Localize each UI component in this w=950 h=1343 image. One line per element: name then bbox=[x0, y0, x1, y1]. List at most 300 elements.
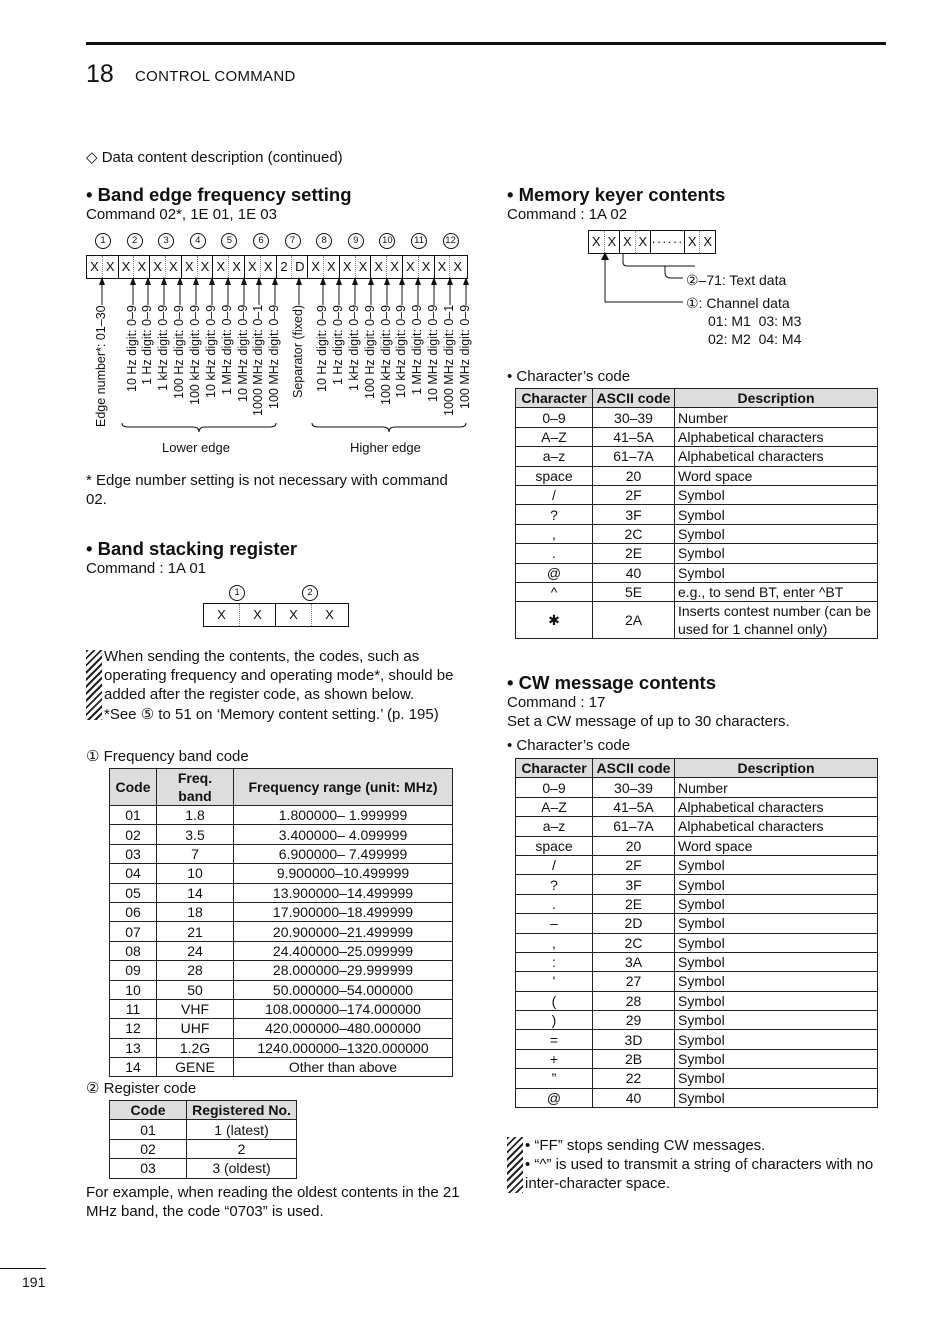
table-row bbox=[516, 952, 878, 971]
circle-number: 12 bbox=[443, 233, 459, 249]
column-header: Description bbox=[675, 759, 878, 778]
byte-x: X bbox=[453, 259, 463, 274]
table-cell: 24 bbox=[157, 941, 234, 960]
table-cell: 03 bbox=[110, 1159, 187, 1178]
table-cell: Alphabetical characters bbox=[675, 797, 878, 816]
table-cell: 10 bbox=[110, 980, 157, 999]
arrowhead bbox=[161, 277, 167, 285]
keyer-char-code-caption: • Character’s code bbox=[507, 368, 631, 385]
table-cell: 9.900000–10.499999 bbox=[234, 864, 453, 883]
note-icon bbox=[86, 650, 102, 720]
table-cell: Symbol bbox=[675, 914, 878, 933]
byte-x: X bbox=[403, 256, 419, 278]
table-row bbox=[516, 408, 878, 427]
top-rule bbox=[86, 42, 886, 45]
table-cell: , bbox=[516, 524, 593, 543]
column-header: ASCII code bbox=[593, 759, 675, 778]
table-cell: @ bbox=[516, 563, 593, 582]
table-cell: 108.000000–174.000000 bbox=[234, 999, 453, 1018]
byte-x: X bbox=[371, 256, 387, 278]
table-row bbox=[516, 505, 878, 524]
table-cell: . bbox=[516, 544, 593, 563]
table-cell: 04 bbox=[110, 864, 157, 883]
register-example: For example, when reading the oldest contents in the 21 MHz band, the code “0703” is used. bbox=[86, 1184, 460, 1220]
table-row bbox=[516, 524, 878, 543]
keyer-byte-box bbox=[588, 230, 716, 254]
table-cell: 61–7A bbox=[593, 817, 675, 836]
byte-x: X bbox=[166, 256, 182, 278]
band-stack-command: Command : 1A 01 bbox=[86, 560, 207, 577]
field-label: 100 kHz digit: 0–9 bbox=[379, 305, 393, 406]
field-label: 1 Hz digit: 0–9 bbox=[331, 305, 345, 385]
table-cell: 1.800000– 1.999999 bbox=[234, 806, 453, 825]
separator-char: 2 bbox=[277, 256, 293, 278]
byte-x: X bbox=[435, 256, 451, 278]
table-cell: 01 bbox=[110, 806, 157, 825]
table-cell: Word space bbox=[675, 836, 878, 855]
page-number-rule bbox=[0, 1268, 46, 1269]
field-label: 1000 MHz digit: 0–1 bbox=[251, 305, 265, 417]
table-row bbox=[110, 961, 453, 980]
table-cell: 11 bbox=[110, 999, 157, 1018]
keyer-text-data: ②–71: Text data bbox=[686, 272, 787, 288]
circle-number: 11 bbox=[411, 233, 427, 249]
table-cell: Symbol bbox=[675, 524, 878, 543]
byte-x: X bbox=[325, 607, 334, 622]
table-cell: Symbol bbox=[675, 933, 878, 952]
table-cell: 06 bbox=[110, 902, 157, 921]
table-cell: 3F bbox=[593, 875, 675, 894]
keyer-arrow-diagram bbox=[595, 252, 695, 312]
byte-x: X bbox=[134, 256, 150, 278]
table-row bbox=[516, 894, 878, 913]
band-edge-byte-row bbox=[86, 255, 468, 279]
byte-x: X bbox=[605, 231, 621, 253]
byte-x: X bbox=[589, 231, 605, 253]
table-cell: + bbox=[516, 1049, 593, 1068]
table-row bbox=[516, 933, 878, 952]
column-header: Code bbox=[110, 1101, 187, 1120]
table-cell: 2F bbox=[593, 485, 675, 504]
table-cell: Symbol bbox=[675, 991, 878, 1010]
table-cell: / bbox=[516, 485, 593, 504]
band-stack-circle-2 bbox=[302, 582, 318, 601]
field-label: 10 MHz digit: 0–9 bbox=[236, 305, 250, 403]
table-row bbox=[516, 1030, 878, 1049]
table-cell: – bbox=[516, 914, 593, 933]
table-cell: 03 bbox=[110, 844, 157, 863]
table-cell: 40 bbox=[593, 563, 675, 582]
table-header-row bbox=[516, 759, 878, 778]
table-cell: 41–5A bbox=[593, 797, 675, 816]
field-label: 10 Hz digit: 0–9 bbox=[125, 305, 139, 392]
table-row bbox=[110, 883, 453, 902]
table-cell: 18 bbox=[157, 902, 234, 921]
chapter-title: CONTROL COMMAND bbox=[135, 68, 296, 85]
table-row bbox=[516, 972, 878, 991]
byte-x: X bbox=[213, 256, 229, 278]
column-header: ASCII code bbox=[593, 389, 675, 408]
field-label: 10 kHz digit: 0–9 bbox=[394, 305, 408, 399]
table-row bbox=[516, 778, 878, 797]
table-row bbox=[516, 1069, 878, 1088]
table-cell: Symbol bbox=[675, 894, 878, 913]
band-edge-footnote: * Edge number setting is not necessary with command 02. bbox=[86, 472, 448, 508]
table-cell: a–z bbox=[516, 447, 593, 466]
byte-x: X bbox=[324, 256, 340, 278]
cw-char-code-caption: • Character’s code bbox=[507, 737, 631, 754]
table-cell: 50.000000–54.000000 bbox=[234, 980, 453, 999]
byte-x: X bbox=[87, 256, 103, 278]
table-row bbox=[110, 864, 453, 883]
byte-x: X bbox=[182, 256, 198, 278]
table-cell: ' bbox=[516, 972, 593, 991]
table-row bbox=[516, 1049, 878, 1068]
table-row bbox=[110, 941, 453, 960]
freq-band-table bbox=[109, 768, 453, 1077]
table-cell: 1.2G bbox=[157, 1038, 234, 1057]
circle-number: 10 bbox=[379, 233, 395, 249]
band-edge-circle-row bbox=[86, 233, 466, 251]
table-cell: Alphabetical characters bbox=[675, 427, 878, 446]
table-row bbox=[516, 991, 878, 1010]
column-header: Registered No. bbox=[187, 1101, 297, 1120]
byte-x: X bbox=[276, 604, 312, 626]
keyer-channel-line2: 02: M2 04: M4 bbox=[708, 331, 802, 347]
arrowhead bbox=[130, 277, 136, 285]
table-cell: : bbox=[516, 952, 593, 971]
circle-number: 3 bbox=[158, 233, 174, 249]
keyer-title: • Memory keyer contents bbox=[507, 184, 726, 205]
table-row bbox=[516, 466, 878, 485]
arrowhead bbox=[296, 277, 302, 285]
band-stack-circle-1 bbox=[229, 582, 245, 601]
column-header: Character bbox=[516, 389, 593, 408]
field-label: 10 MHz digit: 0–9 bbox=[426, 305, 440, 403]
table-cell: 13 bbox=[110, 1038, 157, 1057]
page-number: 191 bbox=[22, 1274, 46, 1290]
table-cell: 3D bbox=[593, 1030, 675, 1049]
table-cell: , bbox=[516, 933, 593, 952]
ellipsis: ······ bbox=[651, 231, 685, 253]
circle-number: 9 bbox=[348, 233, 364, 249]
table-cell: 3.400000– 4.099999 bbox=[234, 825, 453, 844]
table-cell: ” bbox=[516, 1069, 593, 1088]
cw-char-table bbox=[515, 758, 878, 1108]
table-cell: ^ bbox=[516, 582, 593, 601]
band-stack-title: • Band stacking register bbox=[86, 538, 298, 559]
table-row bbox=[110, 1139, 297, 1158]
table-cell: / bbox=[516, 855, 593, 874]
table-row bbox=[516, 1088, 878, 1107]
table-cell: 2E bbox=[593, 544, 675, 563]
table-cell: 20 bbox=[593, 466, 675, 485]
table-cell: 3.5 bbox=[157, 825, 234, 844]
table-cell: 13.900000–14.499999 bbox=[234, 883, 453, 902]
table-cell: 40 bbox=[593, 1088, 675, 1107]
field-label: 10 kHz digit: 0–9 bbox=[204, 305, 218, 399]
field-label: 100 MHz digit: 0–9 bbox=[458, 305, 472, 410]
byte-x: X bbox=[103, 256, 119, 278]
table-cell: ✱ bbox=[516, 602, 593, 639]
byte-x: X bbox=[340, 256, 356, 278]
table-row bbox=[516, 602, 878, 639]
table-row bbox=[110, 922, 453, 941]
circle-number: 5 bbox=[221, 233, 237, 249]
band-stack-see: *See ⑤ to 51 on ‘Memory content setting.’ (p. 195) bbox=[104, 706, 439, 723]
field-label: 1 MHz digit: 0–9 bbox=[410, 305, 424, 396]
table-cell: 3F bbox=[593, 505, 675, 524]
byte-x: X bbox=[356, 256, 372, 278]
table-cell: Symbol bbox=[675, 544, 878, 563]
table-cell: 2C bbox=[593, 933, 675, 952]
table-cell: 08 bbox=[110, 941, 157, 960]
byte-x: X bbox=[261, 256, 277, 278]
arrowhead bbox=[99, 277, 105, 285]
byte-x: X bbox=[198, 256, 214, 278]
table-cell: space bbox=[516, 466, 593, 485]
table-row bbox=[516, 447, 878, 466]
arrowhead bbox=[336, 277, 342, 285]
table-row bbox=[110, 844, 453, 863]
arrowhead bbox=[145, 277, 151, 285]
table-cell: 420.000000–480.000000 bbox=[234, 1019, 453, 1038]
byte-x: X bbox=[240, 604, 276, 626]
table-cell: Alphabetical characters bbox=[675, 817, 878, 836]
table-cell: Symbol bbox=[675, 1088, 878, 1107]
circle-number: 1 bbox=[95, 233, 111, 249]
table-cell: Number bbox=[675, 778, 878, 797]
table-row bbox=[110, 980, 453, 999]
table-cell: 07 bbox=[110, 922, 157, 941]
arrowhead bbox=[256, 277, 262, 285]
table-cell: ? bbox=[516, 875, 593, 894]
band-edge-command: Command 02*, 1E 01, 1E 03 bbox=[86, 206, 277, 223]
table-cell: 02 bbox=[110, 825, 157, 844]
byte-x: X bbox=[229, 256, 245, 278]
table-row bbox=[516, 544, 878, 563]
higher-edge-label: Higher edge bbox=[350, 440, 421, 455]
table-row bbox=[516, 563, 878, 582]
field-label: 1 MHz digit: 0–9 bbox=[220, 305, 234, 396]
table-cell: 2E bbox=[593, 894, 675, 913]
field-label: Separator (fixed) bbox=[291, 305, 305, 399]
table-row bbox=[516, 914, 878, 933]
column-header: Character bbox=[516, 759, 593, 778]
circle-number: 2 bbox=[127, 233, 143, 249]
circle-number: 7 bbox=[285, 233, 301, 249]
table-cell: 2C bbox=[593, 524, 675, 543]
table-row bbox=[110, 1120, 297, 1139]
register-table bbox=[109, 1100, 297, 1179]
separator-char: D bbox=[292, 256, 308, 278]
table-cell: 2D bbox=[593, 914, 675, 933]
byte-x: X bbox=[636, 231, 652, 253]
arrowhead bbox=[320, 277, 326, 285]
table-row bbox=[516, 485, 878, 504]
table-cell: 1 (latest) bbox=[187, 1120, 297, 1139]
lower-edge-label: Lower edge bbox=[162, 440, 230, 455]
field-label: 100 Hz digit: 0–9 bbox=[363, 305, 377, 399]
arrowhead bbox=[368, 277, 374, 285]
table-cell: Symbol bbox=[675, 1030, 878, 1049]
table-cell: ? bbox=[516, 505, 593, 524]
table-cell: Symbol bbox=[675, 563, 878, 582]
table-cell: Symbol bbox=[675, 972, 878, 991]
table-cell: ) bbox=[516, 1011, 593, 1030]
byte-x: X bbox=[119, 256, 135, 278]
table-row bbox=[110, 806, 453, 825]
arrowhead bbox=[399, 277, 405, 285]
intro-heading: ◇ Data content description (continued) bbox=[86, 149, 343, 166]
table-cell: VHF bbox=[157, 999, 234, 1018]
table-cell: Word space bbox=[675, 466, 878, 485]
table-cell: 2A bbox=[593, 602, 675, 639]
table-row bbox=[110, 1019, 453, 1038]
cw-command: Command : 17 bbox=[507, 694, 606, 711]
band-stack-note: When sending the contents, the codes, such as operating frequency and operating mode*, should be added after the register code, as shown below. bbox=[104, 648, 454, 703]
byte-x: X bbox=[703, 234, 713, 249]
table-cell: = bbox=[516, 1030, 593, 1049]
table-row bbox=[110, 902, 453, 921]
table-cell: 6.900000– 7.499999 bbox=[234, 844, 453, 863]
table-cell: a–z bbox=[516, 817, 593, 836]
table-cell: 24.400000–25.099999 bbox=[234, 941, 453, 960]
arrowhead bbox=[447, 277, 453, 285]
table-cell: ( bbox=[516, 991, 593, 1010]
cw-note-2: • “^” is used to transmit a string of characters with no inter-character space. bbox=[525, 1156, 874, 1192]
table-row bbox=[110, 1159, 297, 1178]
table-header-row bbox=[516, 389, 878, 408]
field-label: 1 kHz digit: 0–9 bbox=[347, 305, 361, 392]
table-cell: 29 bbox=[593, 1011, 675, 1030]
table-cell: space bbox=[516, 836, 593, 855]
circle-number: 4 bbox=[190, 233, 206, 249]
table-cell: GENE bbox=[157, 1058, 234, 1077]
keyer-channel-data: ①: Channel data bbox=[686, 295, 790, 311]
table-cell: @ bbox=[516, 1088, 593, 1107]
table-header-row bbox=[110, 769, 453, 806]
table-cell: 0–9 bbox=[516, 408, 593, 427]
table-row bbox=[110, 999, 453, 1018]
byte-x: X bbox=[620, 231, 636, 253]
column-header: Description bbox=[675, 389, 878, 408]
table-cell: Symbol bbox=[675, 855, 878, 874]
table-cell: 0–9 bbox=[516, 778, 593, 797]
register-caption: ② Register code bbox=[86, 1080, 197, 1097]
table-cell: 20 bbox=[593, 836, 675, 855]
table-cell: 27 bbox=[593, 972, 675, 991]
table-cell: 28 bbox=[157, 961, 234, 980]
cw-description: Set a CW message of up to 30 characters. bbox=[507, 713, 790, 730]
table-row bbox=[110, 1038, 453, 1057]
table-cell: 7 bbox=[157, 844, 234, 863]
table-cell: 2B bbox=[593, 1049, 675, 1068]
table-row bbox=[110, 1058, 453, 1077]
field-label: 1 kHz digit: 0–9 bbox=[156, 305, 170, 392]
note-icon bbox=[507, 1137, 523, 1193]
table-cell: 22 bbox=[593, 1069, 675, 1088]
arrowhead bbox=[209, 277, 215, 285]
table-cell: UHF bbox=[157, 1019, 234, 1038]
arrowhead bbox=[431, 277, 437, 285]
table-row bbox=[516, 836, 878, 855]
byte-x: X bbox=[150, 256, 166, 278]
field-label: Edge number*: 01–30 bbox=[94, 305, 108, 427]
cw-note-1: • “FF” stops sending CW messages. bbox=[525, 1137, 766, 1154]
arrowhead bbox=[225, 277, 231, 285]
byte-x: X bbox=[308, 256, 324, 278]
arrowhead bbox=[463, 277, 469, 285]
table-cell: 01 bbox=[110, 1120, 187, 1139]
table-cell: 05 bbox=[110, 883, 157, 902]
table-header-row bbox=[110, 1101, 297, 1120]
byte-x: X bbox=[419, 256, 435, 278]
table-cell: 30–39 bbox=[593, 408, 675, 427]
arrowhead bbox=[415, 277, 421, 285]
table-cell: Symbol bbox=[675, 952, 878, 971]
circle-number: 1 bbox=[229, 585, 245, 601]
table-cell: Symbol bbox=[675, 505, 878, 524]
table-row bbox=[516, 427, 878, 446]
arrowhead bbox=[352, 277, 358, 285]
table-cell: 1.8 bbox=[157, 806, 234, 825]
table-cell: Symbol bbox=[675, 875, 878, 894]
field-label: 100 MHz digit: 0–9 bbox=[267, 305, 281, 410]
table-cell: Symbol bbox=[675, 485, 878, 504]
field-label: 1000 MHz digit: 0–1 bbox=[442, 305, 456, 417]
byte-x: X bbox=[204, 604, 240, 626]
table-cell: Other than above bbox=[234, 1058, 453, 1077]
table-cell: 30–39 bbox=[593, 778, 675, 797]
table-row bbox=[516, 1011, 878, 1030]
table-cell: 20.900000–21.499999 bbox=[234, 922, 453, 941]
table-cell: e.g., to send BT, enter ^BT bbox=[675, 582, 878, 601]
table-cell: Symbol bbox=[675, 1011, 878, 1030]
band-stack-byte-box bbox=[203, 603, 349, 627]
freq-band-caption: ① Frequency band code bbox=[86, 748, 249, 765]
table-cell: 28 bbox=[593, 991, 675, 1010]
table-cell: 61–7A bbox=[593, 447, 675, 466]
field-label: 100 Hz digit: 0–9 bbox=[172, 305, 186, 399]
column-header: Code bbox=[110, 769, 157, 806]
table-cell: 2F bbox=[593, 855, 675, 874]
table-row bbox=[516, 855, 878, 874]
table-cell: 3 (oldest) bbox=[187, 1159, 297, 1178]
table-cell: 1240.000000–1320.000000 bbox=[234, 1038, 453, 1057]
circle-number: 2 bbox=[302, 585, 318, 601]
arrowhead bbox=[272, 277, 278, 285]
band-edge-title: • Band edge frequency setting bbox=[86, 184, 352, 205]
table-cell: . bbox=[516, 894, 593, 913]
table-cell: 14 bbox=[110, 1058, 157, 1077]
table-cell: 50 bbox=[157, 980, 234, 999]
table-cell: 10 bbox=[157, 864, 234, 883]
cw-title: • CW message contents bbox=[507, 672, 717, 693]
byte-x: X bbox=[685, 231, 701, 253]
table-cell: Symbol bbox=[675, 1049, 878, 1068]
table-cell: 28.000000–29.999999 bbox=[234, 961, 453, 980]
table-cell: 09 bbox=[110, 961, 157, 980]
table-cell: Inserts contest number (can be used for 1 channel only) bbox=[675, 602, 878, 639]
table-cell: A–Z bbox=[516, 427, 593, 446]
table-cell: 12 bbox=[110, 1019, 157, 1038]
byte-x: X bbox=[387, 256, 403, 278]
table-cell: 21 bbox=[157, 922, 234, 941]
table-cell: 14 bbox=[157, 883, 234, 902]
table-cell: Number bbox=[675, 408, 878, 427]
arrowhead bbox=[384, 277, 390, 285]
